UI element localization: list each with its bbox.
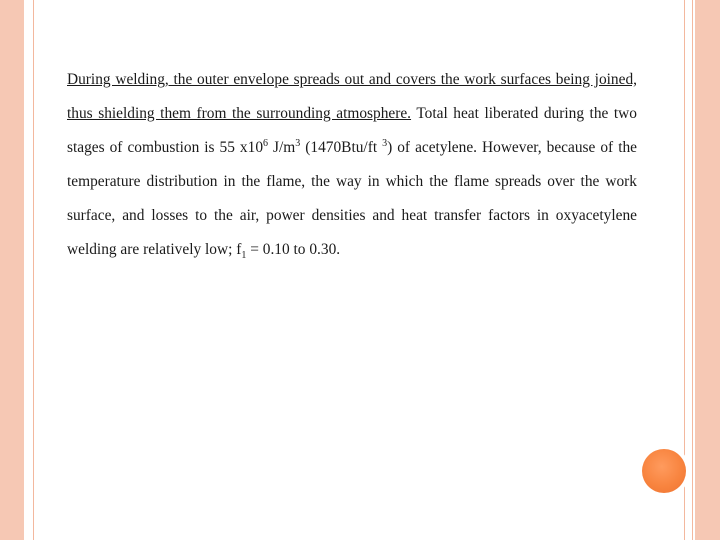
text-part-1: Total heat liberated during the two stages of combustion is 55 x10 (67, 105, 637, 156)
body-paragraph (67, 63, 637, 267)
decorative-orb (642, 449, 686, 493)
text-part-4: ) of acetylene. However, because of the temperature distribution in the flame, the way in which the flame spreads over the work surface, and losses to the air, power densities and heat transfer factors in oxyacetylene welding are relatively low; f (67, 139, 637, 258)
underlined-sentence: During welding, the outer envelope spreads out and covers the work surfaces being joined, thus shielding them from the surrounding atmosphere. (67, 71, 637, 122)
text-part-3: (1470Btu/ft (300, 139, 383, 156)
right-border-band (695, 0, 720, 540)
text-part-5: = 0.10 to 0.30. (246, 241, 341, 258)
left-border-band (0, 0, 27, 540)
superscript-6: 6 (263, 137, 269, 149)
subscript-1: 1 (241, 250, 247, 262)
text-part-2: J/m (268, 139, 296, 156)
superscript-3a: 3 (295, 137, 301, 149)
superscript-3b: 3 (382, 137, 388, 149)
right-frame-line (692, 0, 693, 540)
